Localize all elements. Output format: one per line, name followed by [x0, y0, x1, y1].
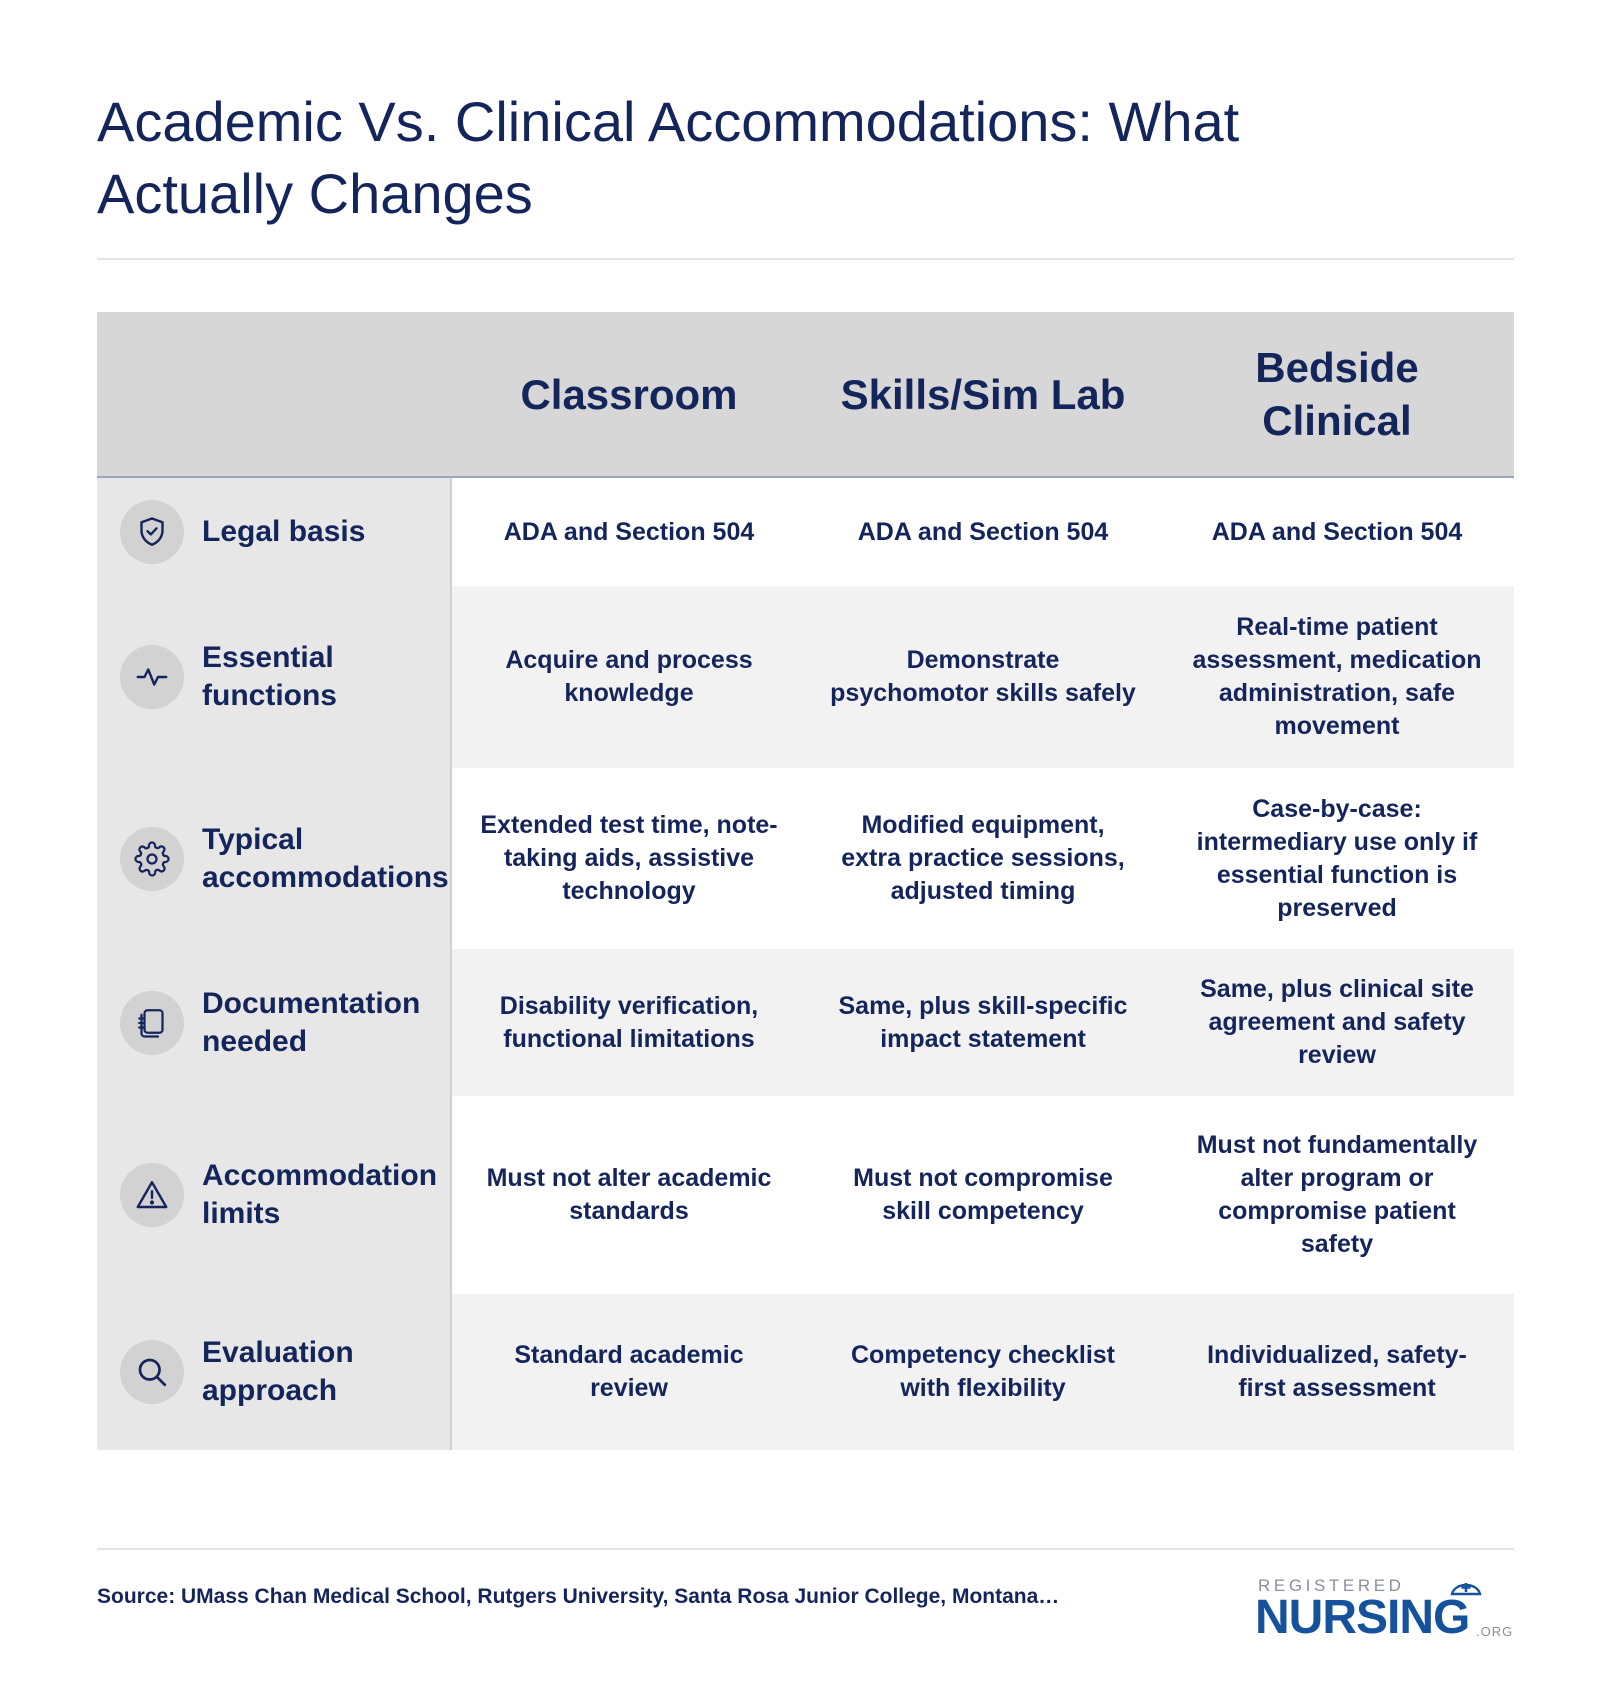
row-label: Documentation needed — [202, 986, 421, 1058]
footer-divider — [97, 1548, 1514, 1550]
table-header — [97, 312, 1514, 478]
row-header — [97, 949, 452, 1096]
table-row-accommodation-limits — [97, 1096, 1514, 1294]
table-row-documentation-needed — [97, 949, 1514, 1096]
table-cell: Acquire and process knowledge — [452, 586, 806, 768]
table-cell: Same, plus skill-specific impact statement — [806, 949, 1160, 1096]
row-label: Essential functions — [202, 641, 337, 712]
table-cell: Case-by-case: intermediary use only if essential function is preserved — [1160, 768, 1514, 949]
row-label: Legal basis — [202, 515, 366, 548]
table-cell: Competency checklist with flexibility — [806, 1294, 1160, 1450]
header-corner — [97, 312, 452, 476]
table-row-evaluation-approach — [97, 1294, 1514, 1450]
row-label: Evaluation approach — [202, 1336, 354, 1407]
table-cell: Disability verification, functional limitations — [452, 949, 806, 1096]
registered-nursing-logo[interactable] — [1255, 1576, 1515, 1648]
gear-icon — [120, 827, 184, 891]
logo-top-text: REGISTERED — [1258, 1576, 1405, 1595]
table-row-essential-functions — [97, 586, 1514, 768]
column-header-bedside-clinical: Bedside Clinical — [1255, 344, 1419, 444]
table-cell: Same, plus clinical site agreement and safety review — [1160, 949, 1514, 1096]
comparison-table — [97, 312, 1514, 1450]
table-cell: Real-time patient assessment, medication administration, safe movement — [1160, 586, 1514, 768]
page-title: Academic Vs. Clinical Accommodations: What Actually Changes — [97, 90, 1240, 225]
column-header-classroom: Classroom — [520, 370, 738, 418]
table-cell: Extended test time, note-taking aids, assistive technology — [452, 768, 806, 949]
table-row-legal-basis — [97, 478, 1514, 586]
title-divider — [97, 258, 1514, 260]
table-cell: Demonstrate psychomotor skills safely — [806, 586, 1160, 768]
logo-suffix-text: .ORG — [1476, 1624, 1514, 1639]
table-cell: Individualized, safety-first assessment — [1160, 1294, 1514, 1450]
row-label: Typical accommodations — [202, 822, 449, 894]
shield-check-icon — [120, 500, 184, 564]
logo-main-text: NURSING — [1255, 1591, 1470, 1644]
row-header — [97, 1096, 452, 1294]
warning-icon — [120, 1163, 184, 1227]
table-cell: Modified equipment, extra practice sessions, adjusted timing — [806, 768, 1160, 949]
table-cell: Must not fundamentally alter program or compromise patient safety — [1160, 1096, 1514, 1294]
column-header-skills-sim-lab: Skills/Sim Lab — [840, 370, 1126, 418]
pulse-icon — [120, 645, 184, 709]
row-header — [97, 586, 452, 768]
table-cell: ADA and Section 504 — [452, 478, 806, 586]
table-cell: ADA and Section 504 — [1160, 478, 1514, 586]
table-row-typical-accommodations — [97, 768, 1514, 949]
row-header — [97, 768, 452, 949]
notebook-icon — [120, 991, 184, 1055]
row-header — [97, 1294, 452, 1450]
table-cell: Must not compromise skill competency — [806, 1096, 1160, 1294]
table-cell: Standard academic review — [452, 1294, 806, 1450]
source-note: Source: UMass Chan Medical School, Rutgers University, Santa Rosa Junior College, Montana… — [97, 1585, 1060, 1608]
table-cell: ADA and Section 504 — [806, 478, 1160, 586]
search-icon — [120, 1340, 184, 1404]
table-cell: Must not alter academic standards — [452, 1096, 806, 1294]
row-header — [97, 478, 452, 586]
row-label: Accommodation limits — [202, 1159, 438, 1230]
